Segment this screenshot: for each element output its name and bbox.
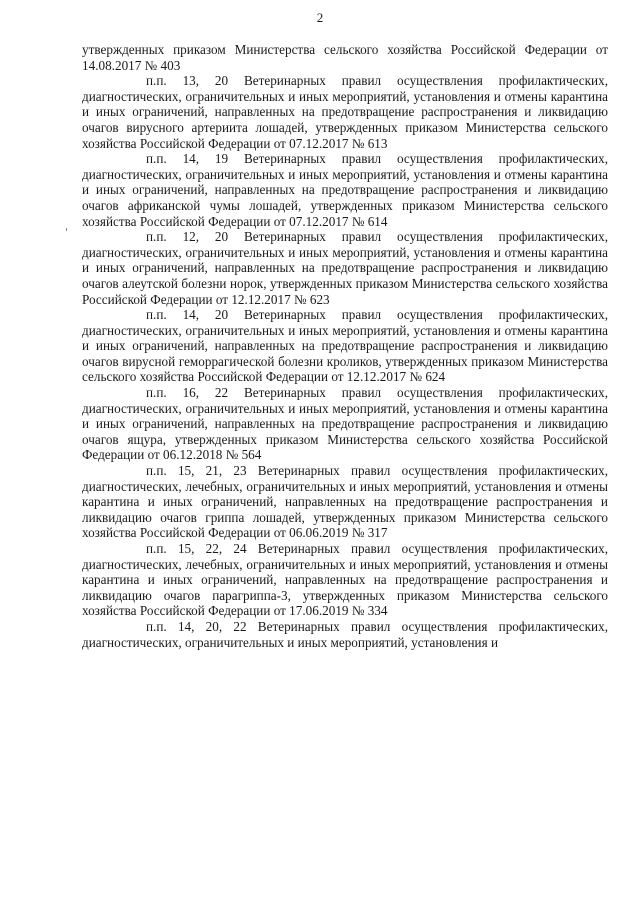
document-body — [82, 42, 608, 650]
paragraph-item: п.п. 14, 20, 22 Ветеринарных правил осуществления профилактических, диагностических, ограничительных и иных мероприятий, установления и — [82, 618, 608, 650]
margin-mark — [66, 228, 67, 231]
paragraph-item: п.п. 15, 21, 23 Ветеринарных правил осуществления профилактических, диагностических, лечебных, ограничительных и иных мероприятий, установления и отмены карантина и иных ограничений, направленных на предотвращение распространения и ликвидацию очагов гриппа лошадей, утвержденных приказом Министерства сельского хозяйства Российской Федерации от 06.06.2019 № 317 — [82, 463, 608, 541]
paragraph-item: п.п. 12, 20 Ветеринарных правил осуществления профилактических, диагностических, ограничительных и иных мероприятий, установления и отмены карантина и иных ограничений, направленных на предотвращение распространения и ликвидацию очагов алеутской болезни норок, утвержденных приказом Министерства сельского хозяйства Российской Федерации от 12.12.2017 № 623 — [82, 229, 608, 307]
paragraph-continuation: утвержденных приказом Министерства сельского хозяйства Российской Федерации от 14.08.2017 № 403 — [82, 42, 608, 73]
paragraph-item: п.п. 14, 19 Ветеринарных правил осуществления профилактических, диагностических, ограничительных и иных мероприятий, установления и отмены карантина и иных ограничений, направленных на предотвращение распространения и ликвидацию очагов африканской чумы лошадей, утвержденных приказом Министерства сельского хозяйства Российской Федерации от 07.12.2017 № 614 — [82, 151, 608, 229]
paragraph-item: п.п. 14, 20 Ветеринарных правил осуществления профилактических, диагностических, ограничительных и иных мероприятий, установления и отмены карантина и иных ограничений, направленных на предотвращение распространения и ликвидацию очагов вирусной геморрагической болезни кроликов, утвержденных приказом Министерства сельского хозяйства Российской Федерации от 12.12.2017 № 624 — [82, 307, 608, 385]
paragraph-item: п.п. 15, 22, 24 Ветеринарных правил осуществления профилактических, диагностических, лечебных, ограничительных и иных мероприятий, установления и отмены карантина и иных ограничений, направленных на предотвращение распространения и ликвидацию очагов парагриппа-3, утвержденных приказом Министерства сельского хозяйства Российской Федерации от 17.06.2019 № 334 — [82, 541, 608, 619]
paragraph-item: п.п. 16, 22 Ветеринарных правил осуществления профилактических, диагностических, ограничительных и иных мероприятий, установления и отмены карантина и иных ограничений, направленных на предотвращение распространения и ликвидацию очагов ящура, утвержденных приказом Министерства сельского хозяйства Российской Федерации от 06.12.2018 № 564 — [82, 385, 608, 463]
paragraph-item: п.п. 13, 20 Ветеринарных правил осуществления профилактических, диагностических, ограничительных и иных мероприятий, установления и отмены карантина и иных ограничений, направленных на предотвращение распространения и ликвидацию очагов вирусного артериита лошадей, утвержденных приказом Министерства сельского хозяйства Российской Федерации от 07.12.2017 № 613 — [82, 73, 608, 151]
page-number: 2 — [316, 10, 324, 25]
